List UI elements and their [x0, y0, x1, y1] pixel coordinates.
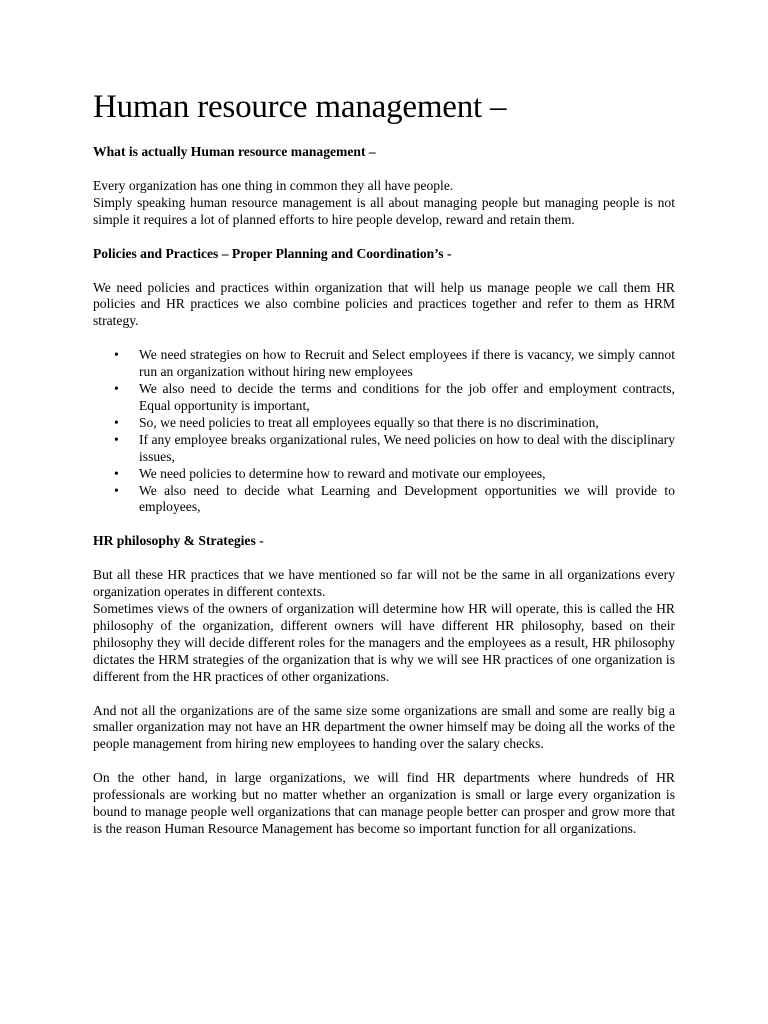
- list-item-text: So, we need policies to treat all employees equally so that there is no discrimination,: [139, 414, 599, 430]
- paragraph-large-organizations: On the other hand, in large organizations, we will find HR departments where hundreds of HR professionals are working but no matter whether an organization is small or large every organization is bound to manage people well organizations that can manage people better can prosper and grow more that is the reason Human Resource Management has become so important function for all organizations.: [93, 770, 675, 836]
- paragraph-intro: Simply speaking human resource management is all about managing people but managing people is not simple it requires a lot of planned efforts to hire people develop, reward and retain them.: [93, 194, 675, 227]
- bullet-icon: •: [114, 414, 119, 430]
- list-item-text: If any employee breaks organizational rules, We need policies on how to deal with the disciplinary issues,: [139, 431, 675, 464]
- page-title: Human resource management –: [93, 89, 507, 125]
- paragraph-hr-practices: But all these HR practices that we have mentioned so far will not be the same in all organizations every organization operates in different contexts.: [93, 567, 675, 600]
- list-item: [93, 466, 675, 483]
- list-item: [93, 415, 675, 432]
- document-body: [93, 88, 675, 838]
- bullet-icon: •: [114, 465, 119, 481]
- list-item: [93, 381, 675, 415]
- paragraph-hr-philosophy: Sometimes views of the owners of organization will determine how HR will operate, this is called the HR philosophy of the organization, different owners will have different HR philosophy, based on their philosophy they will decide different roles for the managers and the employees as a result, HR philosophy dictates the HRM strategies of the organization that is why we will see HR practices of one organization is different from the HR practices of other organizations.: [93, 601, 675, 684]
- bullet-icon: •: [114, 347, 119, 363]
- bullet-icon: •: [114, 431, 119, 447]
- paragraph-organization-size: And not all the organizations are of the same size some organizations are small and some are really big a smaller organization may not have an HR department the owner himself may be doing all the works of the people management from hiring new employees to handing over the salary checks.: [93, 702, 675, 752]
- section-heading-what-is-hrm: What is actually Human resource management –: [93, 144, 376, 159]
- list-item: [93, 483, 675, 517]
- bullet-icon: •: [114, 482, 119, 498]
- list-item-text: We also need to decide the terms and conditions for the job offer and employment contracts, Equal opportunity is important,: [139, 381, 675, 413]
- paragraph-policies: We need policies and practices within organization that will help us manage people we call them HR policies and HR practices we also combine policies and practices together and refer to them as HRM strategy.: [93, 279, 675, 329]
- paragraph-intro-line: Every organization has one thing in common they all have people.: [93, 177, 454, 193]
- section-heading-hr-philosophy: HR philosophy & Strategies -: [93, 533, 264, 549]
- list-item-text: We need policies to determine how to reward and motivate our employees,: [139, 465, 546, 481]
- section-heading-policies: Policies and Practices – Proper Planning and Coordination’s -: [93, 245, 452, 261]
- bullet-icon: •: [114, 381, 119, 397]
- policies-bullet-list: [93, 347, 675, 516]
- list-item: [93, 432, 675, 466]
- list-item: [93, 347, 675, 381]
- list-item-text: We also need to decide what Learning and Development opportunities we will provide to employees,: [139, 482, 675, 515]
- list-item-text: We need strategies on how to Recruit and Select employees if there is vacancy, we simply cannot run an organization without hiring new employees: [139, 347, 675, 380]
